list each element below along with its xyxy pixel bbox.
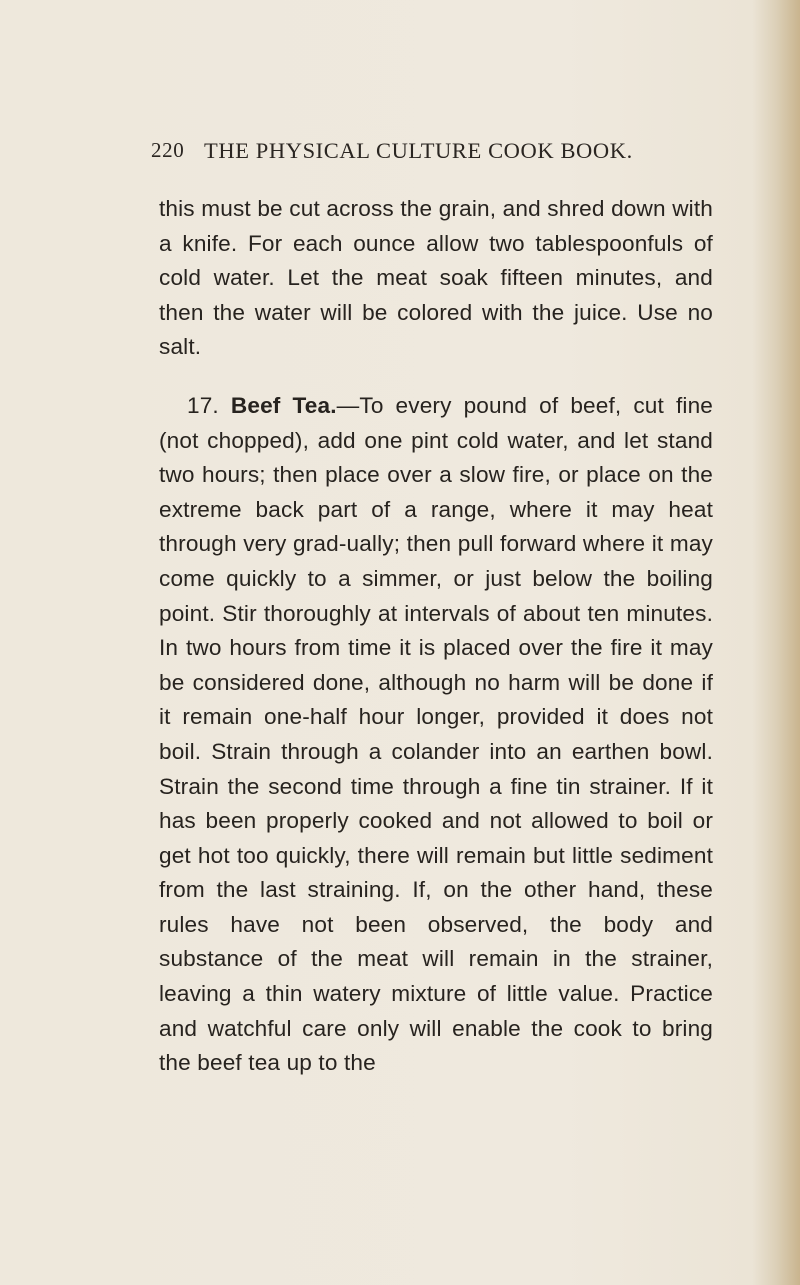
- paragraph-beef-tea: [159, 389, 713, 1081]
- page-header: [0, 135, 800, 175]
- page-number: 220: [151, 138, 185, 162]
- recipe-number: 17.: [187, 392, 219, 418]
- recipe-title: Beef Tea.: [230, 392, 337, 418]
- recipe-text: —To every pound of beef, cut fine (not chopped), add one pint cold water, and let stand two hours; then place over a slow fire, or place on the extreme back part of a range, where it may heat through very grad-ually; then pull forward where it may come quickly to a simmer, or just below the boiling point. Stir thoroughly at intervals of about ten minutes. In two hours from time it is placed over the fire it may be considered done, although no harm will be done if it remain one-half hour longer, provided it does not boil. Strain through a colander into an earthen bowl. Strain the second time through a fine tin strainer. If it has been properly cooked and not allowed to boil or get hot too quickly, there will remain but little sediment from the last straining. If, on the other hand, these rules have not been observed, the body and substance of the meat will remain in the strainer, leaving a thin watery mixture of little value. Practice and watchful care only will enable the cook to bring the beef tea up to the: [159, 392, 713, 1076]
- paragraph-continuation: this must be cut across the grain, and shred down with a knife. For each ounce allow two tablespoonfuls of cold water. Let the meat soak fifteen minutes, and then the water will be colored with the juice. Use no salt.: [159, 196, 713, 360]
- body-text: [159, 192, 713, 1081]
- running-title: THE PHYSICAL CULTURE COOK BOOK.: [204, 138, 633, 163]
